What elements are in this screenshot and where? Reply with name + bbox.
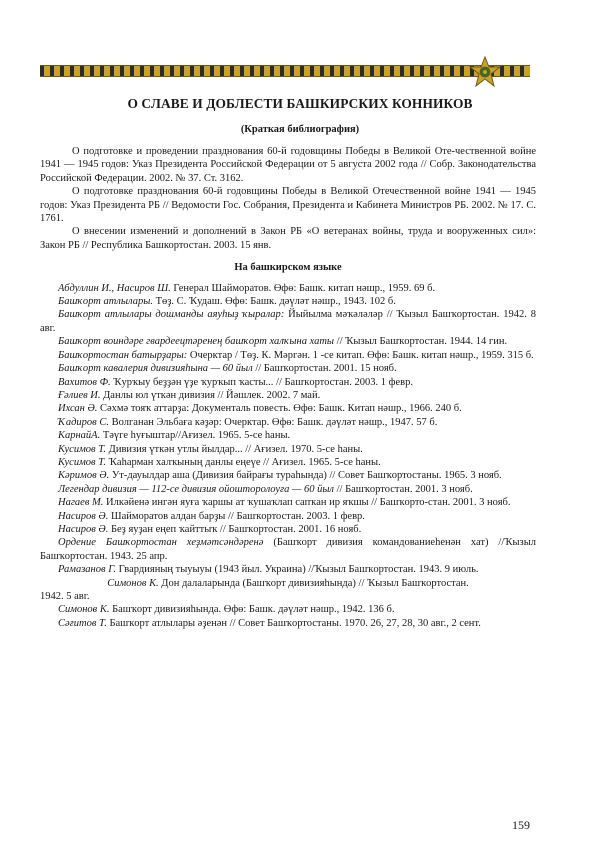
bib-text: Шайморатов алдан барҙы // Башҡортостан. 2003. 1 февр. (108, 510, 365, 522)
bib-text: Илкәйенә ингән яуға ҡаршы ат ҡушаҡлап сапҡан ир яҡшы // Башҡорто-стан. 2001. 3 нояб. (103, 497, 511, 509)
bib-text: Очерктар / Төҙ. К. Мәргән. 1 -се китап. Өфө: Башк. китап нәшр., 1959. 315 б. (187, 349, 534, 361)
bib-text: Ҡаһарман халҡының данлы еңеүе // Ағизел. 1965. 5-се һаны. (106, 456, 381, 468)
bib-entry (40, 416, 536, 429)
bib-entry-continuation (40, 590, 536, 603)
bib-entry (40, 429, 536, 442)
intro-entry: О внесении изменений и дополнений в Закон РБ «О ветеранах войны, труда и вооруженных сил»: Закон РБ // Республика Башкортостан. 2003. 15 янв. (40, 226, 536, 251)
bib-author: Башҡорт атлылары. (58, 296, 153, 308)
bib-author: Ҡадиров С. (58, 416, 109, 428)
bib-author: Вахитов Ф. (58, 376, 111, 388)
bib-entry (40, 523, 536, 536)
bib-text: Дивизия үткән утлы йылдар... // Ағизел. 1970. 5-се һаны. (106, 443, 363, 455)
bib-author: Симонов К. (107, 577, 159, 589)
bib-author: Симонов К. (58, 604, 110, 616)
bib-author: КарнайА. (58, 430, 101, 442)
bib-entry (40, 563, 536, 576)
bibliography (40, 145, 536, 630)
bib-entry (40, 469, 536, 482)
bib-entry (40, 577, 536, 590)
intro-entry: О подготовке празднования 60-й годовщины Победы в Великой Отечественной войне 1941 — 1945 годов: Указ Президента РБ // Ведомости Гос. Собрания, Президента и Кабинета Министров РБ. 2002. № 17. С. 1761. (40, 186, 536, 225)
bib-text: Генерал Шайморатов. Өфө: Башк. китап нәшр., 1959. 69 б. (170, 282, 436, 294)
bib-author: Нагаев М. (58, 497, 104, 509)
bib-text: Дон далаларында (Башҡорт дивизияһында) // Ҡызыл Башҡортостан. (158, 577, 469, 589)
bib-entry (40, 335, 536, 348)
bib-text: Тәүге һуғыштар//Ағизел. 1965. 5-се һаны. (100, 430, 291, 442)
bib-text: Волганан Эльбаға кәҙәр: Очерктар. Өфө: Башк. дәүләт нәшр., 1947. 57 б. (109, 416, 438, 428)
bib-entry (40, 402, 536, 415)
bib-entry (40, 617, 536, 630)
bib-entry (40, 443, 536, 456)
bib-text: // Ҡызыл Башҡортостан. 1944. 14 гин. (334, 336, 508, 348)
bib-author: Легендар дивизия — 112-се дивизия ойошторолоуға — 60 йыл (58, 483, 335, 495)
bib-entry (40, 496, 536, 509)
bib-text: Башҡорт атлылары әҙенән // Совет Башҡортостаны. 1970. 26, 27, 28, 30 авг., 2 сент. (106, 617, 481, 629)
bib-author: Башҡорт атлылары дошманды аяуһыҙ ҡыралар: (58, 309, 285, 321)
bib-text: Гвардияның тыуыуы (1943 йыл. Украина) //Ҡызыл Башҡортостан. 1943. 9 июль. (116, 564, 479, 576)
bib-text: Ҡурҡыу беҙҙән үҙе ҡурҡып ҡасты... // Башҡортостан. 2003. 1 февр. (110, 376, 413, 388)
bib-author: Башҡорт воиндәре гвардеецтәренең башҡорт халҡына хаты (58, 336, 335, 348)
bib-text: // Башҡортостан. 2001. 15 нояб. (252, 363, 397, 375)
bib-text: Йыйылма мәҡәләләр // Ҡызыл Башҡортостан. 1942. 8 авг. (40, 309, 536, 334)
intro-entry: О подготовке и проведении празднования 60-й годовщины Победы в Великой Оте-чественной войне 1941 — 1945 годов: Указ Президента Российской Федерации от 5 августа 2002 года // Собр. Законодательства Российской Федерации. 2002. № 37. Ст. 3162. (40, 146, 536, 184)
bib-text: 1942. 5 авг. (40, 591, 90, 602)
bib-author: Абдуллин И., Насиров Ш. (58, 282, 171, 294)
order-star-icon (468, 56, 502, 88)
bib-author: Ордение Башҡортостан хеҙмәтсәндәренә (58, 537, 264, 549)
bib-text: Сәхмә тояҡ аттарҙа: Документаль повесть. Өфө: Башк. Китап нәшр., 1966. 240 б. (97, 403, 462, 415)
bib-author: Башҡорт кавалерия дивизияһына — 60 йыл (58, 363, 253, 375)
bib-entry (40, 362, 536, 375)
page-subtitle: (Краткая библиография) (240, 124, 360, 135)
page-number: 159 (512, 818, 530, 832)
bib-text: // Башҡортостан. 2001. 3 нояб. (334, 483, 473, 495)
section-heading: На башкирском языке (234, 262, 342, 274)
bib-text: Беҙ яуҙан еңеп ҡайттыҡ // Башҡортостан. 2001. 16 нояб. (108, 523, 362, 535)
bib-entry (40, 282, 536, 295)
bib-entry (40, 536, 536, 563)
bib-entry (40, 510, 536, 523)
bib-entry (40, 376, 536, 389)
ribbon-edge-bottom (40, 76, 530, 77)
page-title: О СЛАВЕ И ДОБЛЕСТИ БАШКИРСКИХ КОННИКОВ (127, 96, 473, 111)
bib-author: Рамазанов Г. (58, 564, 117, 576)
bib-entry (40, 483, 536, 496)
bib-text: (Башҡорт дивизия командованиеһенән хат) //Ҡызыл Башҡортостан. 1943. 25 апр. (40, 537, 536, 562)
bib-author: Насиров Ә. (58, 510, 109, 522)
bib-text: Төҙ. С. Ҡудаш. Өфө: Башк. дәүләт нәшр., 1943. 102 б. (152, 296, 396, 308)
bib-text: Ут-дауылдар аша (Дивизия байрағы тураһында) // Совет Башҡортостаны. 1965. 3 нояб. (109, 470, 502, 482)
bib-author: Башҡортостан батырҙары: (58, 349, 188, 361)
bib-entry (40, 389, 536, 402)
entry-list (40, 282, 536, 631)
bib-author: Насиров Ә. (58, 523, 109, 535)
bib-author: Ихсан Ә. (58, 403, 98, 415)
bib-author: Кусимов Т. (58, 456, 107, 468)
st-george-ribbon (40, 66, 530, 76)
bib-entry (40, 456, 536, 469)
bib-entry (40, 603, 536, 616)
bib-entry (40, 308, 536, 335)
bib-author: Кусимов Т. (58, 443, 107, 455)
bib-author: Кәримов Ә. (58, 470, 110, 482)
bib-author: Сәғитов Т. (58, 617, 107, 629)
bib-text: Данлы юл үткән дивизия // Йәшлек. 2002. 7 май. (100, 389, 321, 401)
bib-entry (40, 295, 536, 308)
bib-text: Башҡорт дивизияһында. Өфө: Башк. дәүләт нәшр., 1942. 136 б. (109, 604, 395, 616)
bib-author: Ғәлиев И. (58, 389, 101, 401)
bib-entry (40, 349, 536, 362)
